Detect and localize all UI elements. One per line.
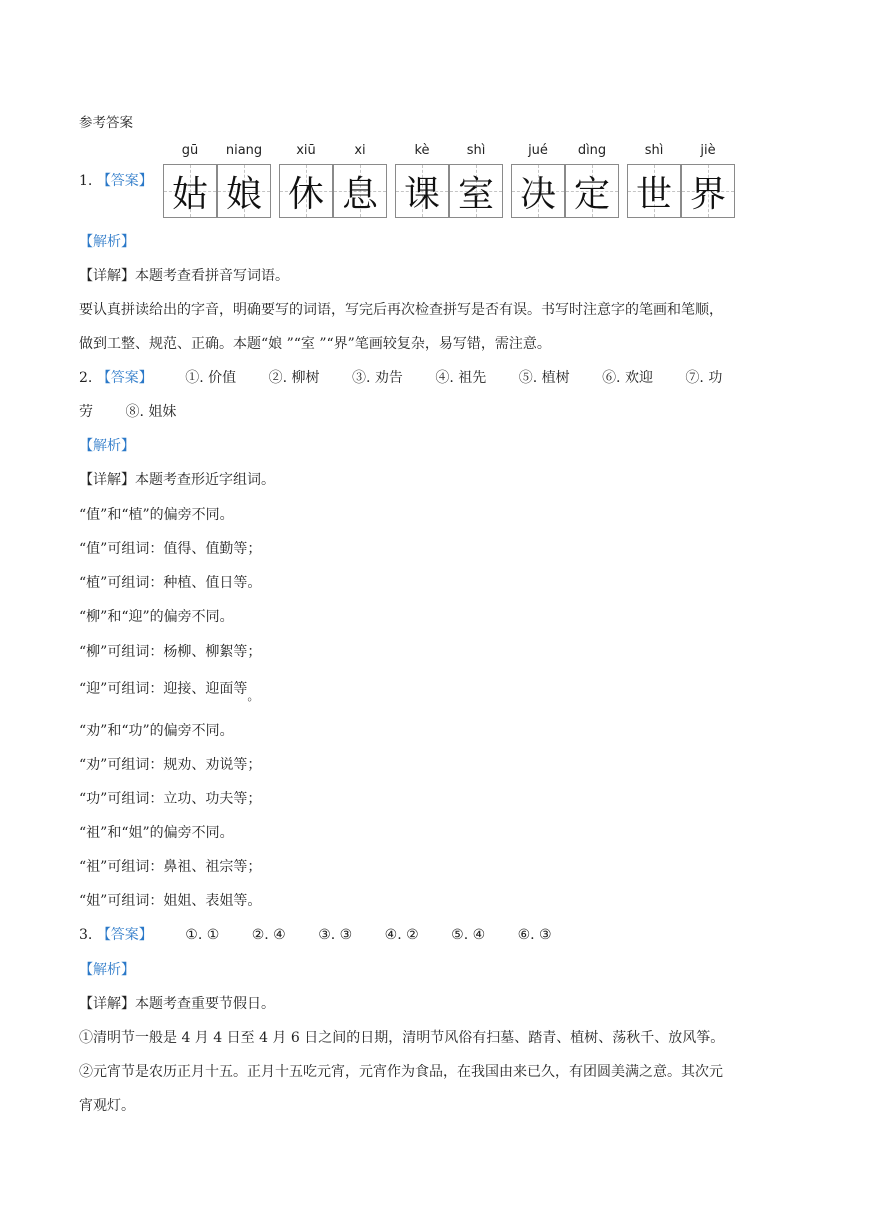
- pinyin-label: jiè: [700, 143, 716, 158]
- q2-answer-2: ②. 柳树: [268, 370, 320, 386]
- q2-line-6-dot: 。: [247, 689, 260, 703]
- hanzi-char: 息: [341, 173, 378, 215]
- q3-analysis-tag: 【解析】: [79, 962, 135, 978]
- q3-detail: 【详解】本题考查重要节假日。: [79, 996, 275, 1012]
- tianzige-cell: [449, 164, 503, 218]
- q2-line-10: “祖”和“姐”的偏旁不同。: [79, 825, 234, 841]
- hanzi-char: 课: [403, 173, 440, 215]
- q2-line-9: “功”可组词：立功、功夫等；: [79, 791, 262, 807]
- q2-line-1: “值”和“植”的偏旁不同。: [79, 507, 234, 523]
- q3-paragraph-3: 宵观灯。: [79, 1098, 135, 1114]
- tianzige-cell: [333, 164, 387, 218]
- q3-paragraph-1: ①清明节一般是 4 月 4 日至 4 月 6 日之间的日期，清明节风俗有扫墓、踏青、植树、荡秋千、放风筝。: [79, 1030, 725, 1046]
- tianzige-cell: [681, 164, 735, 218]
- q1-paragraph-2: 做到工整、规范、正确。本题“娘 ”“室 ”“界”笔画较复杂，易写错，需注意。: [79, 336, 551, 352]
- q2-line-7: “劝”和“功”的偏旁不同。: [79, 723, 234, 739]
- q2-answer-7: ⑦. 功: [685, 370, 723, 386]
- q3-answer-tag: 【答案】: [96, 927, 153, 943]
- q2-detail: 【详解】本题考查形近字组词。: [79, 472, 275, 488]
- q3-answer-6: ⑥. ③: [517, 927, 552, 943]
- q2-line-3: “植”可组词：种植、值日等。: [79, 575, 262, 591]
- tianzige-cell: [217, 164, 271, 218]
- q3-answer-3: ③. ③: [318, 927, 353, 943]
- q2-line-6: [79, 679, 260, 703]
- q3-answer-1: ①. ①: [185, 927, 220, 943]
- q1-detail: 【详解】本题考查看拼音写词语。: [79, 268, 289, 284]
- q2-answer-line-2: [79, 402, 176, 422]
- q2-answer-8: ⑧. 姐妹: [125, 404, 177, 420]
- q2-number: 2.: [79, 370, 93, 386]
- q2-answer-3: ③. 劝告: [351, 370, 403, 386]
- pinyin-label: xiū: [296, 143, 316, 158]
- pinyin-label: shì: [466, 143, 486, 158]
- q3-answer-4: ④. ②: [384, 927, 419, 943]
- pinyin-label: niang: [225, 143, 263, 158]
- pinyin-label: jué: [528, 143, 548, 158]
- pinyin-label: xi: [354, 143, 366, 158]
- q3-number: 3.: [79, 927, 93, 943]
- pinyin-label: kè: [414, 143, 430, 158]
- q2-analysis-tag: 【解析】: [79, 438, 135, 454]
- q2-line-5: “柳”可组词：杨柳、柳絮等；: [79, 644, 262, 660]
- q2-line-12: “姐”可组词：姐姐、表姐等。: [79, 893, 262, 909]
- q2-answer-tag: 【答案】: [96, 370, 153, 386]
- q2-line-2: “值”可组词：值得、值勤等；: [79, 541, 262, 557]
- hanzi-char: 界: [689, 173, 726, 215]
- q1-analysis-tag: 【解析】: [79, 234, 135, 250]
- hanzi-char: 姑: [171, 173, 208, 215]
- tianzige-cell: [163, 164, 217, 218]
- q1-answer-tag: 【答案】: [96, 173, 153, 189]
- q3-answer-5: ⑤. ④: [451, 927, 486, 943]
- tianzige-cell: [511, 164, 565, 218]
- tianzige-cell: [627, 164, 681, 218]
- hanzi-char: 室: [457, 173, 494, 215]
- hanzi-char: 定: [573, 173, 610, 215]
- q1-number: 1.: [79, 173, 93, 189]
- q3-paragraph-2: ②元宵节是农历正月十五。正月十五吃元宵，元宵作为食品，在我国由来已久，有团圆美满之意。其次元: [79, 1064, 723, 1080]
- pinyin-label: dìng: [577, 143, 607, 158]
- tianzige-cell: [565, 164, 619, 218]
- hanzi-char: 决: [519, 173, 556, 215]
- pinyin-label: gū: [181, 143, 199, 158]
- hanzi-char: 世: [635, 173, 672, 215]
- q2-line-8: “劝”可组词：规劝、劝说等；: [79, 757, 262, 773]
- tianzige-cell: [395, 164, 449, 218]
- page-heading: 参考答案: [79, 115, 133, 131]
- hanzi-char: 休: [287, 173, 324, 215]
- q2-answer-7-cont: 劳: [79, 404, 93, 420]
- q2-line-4: “柳”和“迎”的偏旁不同。: [79, 609, 234, 625]
- q1-label: [79, 171, 153, 191]
- hanzi-char: 娘: [225, 173, 262, 215]
- tianzige-cell: [279, 164, 333, 218]
- q1-paragraph-1: 要认真拼读给出的字音，明确要写的词语，写完后再次检查拼写是否有误。书写时注意字的笔画和笔顺，: [79, 302, 723, 318]
- q2-answer-1: ①. 价值: [185, 370, 237, 386]
- q2-answer-5: ⑤. 植树: [518, 370, 570, 386]
- pinyin-label: shì: [644, 143, 664, 158]
- q2-line-6-text: “迎”可组词：迎接、迎面等: [79, 681, 248, 697]
- q3-answer-2: ②. ④: [251, 927, 286, 943]
- q2-answer-4: ④. 祖先: [435, 370, 487, 386]
- q2-answer-6: ⑥. 欢迎: [602, 370, 653, 386]
- q2-line-11: “祖”可组词：鼻祖、祖宗等；: [79, 859, 262, 875]
- q2-answer-line: [79, 368, 722, 388]
- q3-answer-line: [79, 925, 552, 945]
